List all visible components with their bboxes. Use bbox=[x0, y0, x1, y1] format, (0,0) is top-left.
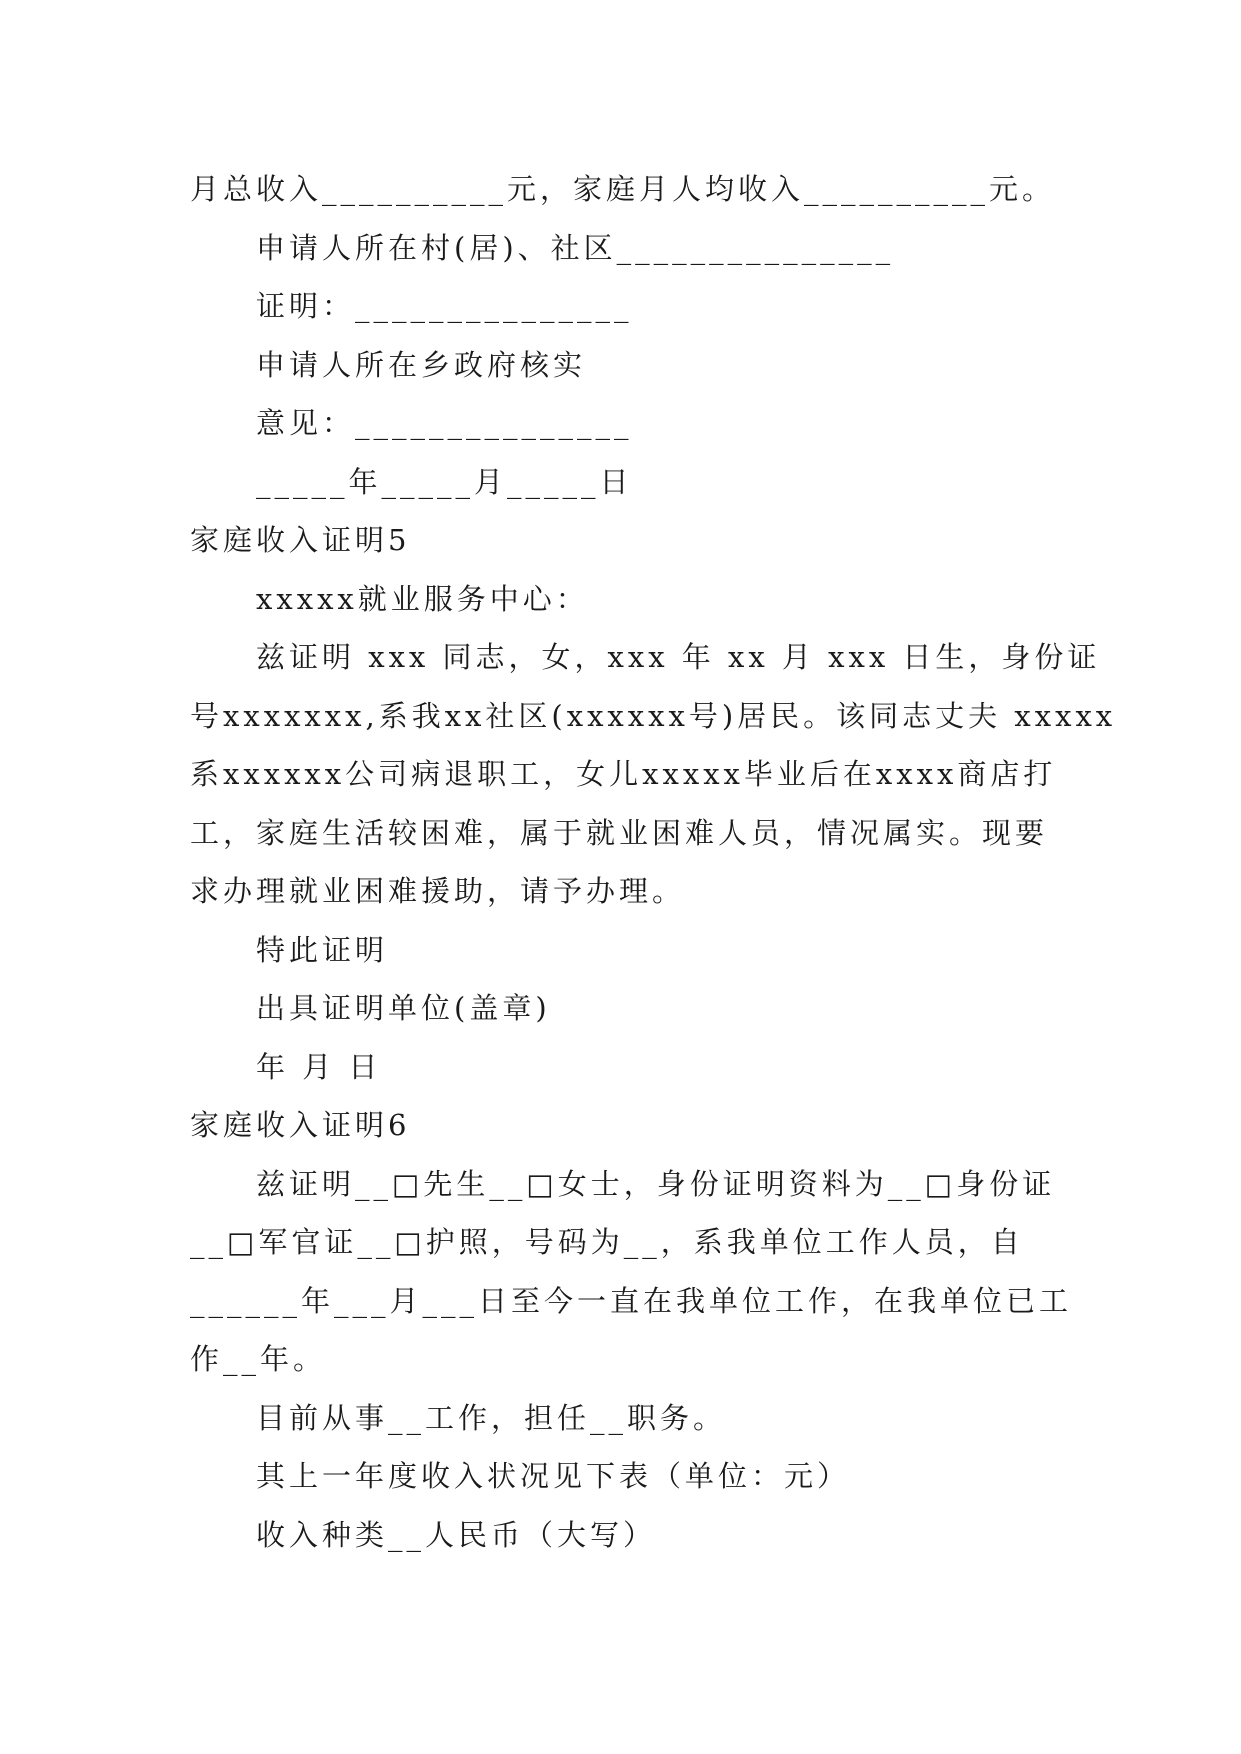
section-6-title: 家庭收入证明6 bbox=[190, 1108, 411, 1142]
document-content bbox=[190, 160, 1117, 1564]
section-5-body-line: 系xxxxxx公司病退职工，女儿xxxxx毕业后在xxxx商店打 bbox=[190, 757, 1057, 791]
section-5-date: 年 月 日 bbox=[256, 1049, 382, 1084]
section-5-body-line: 求办理就业困难援助，请予办理。 bbox=[190, 874, 686, 908]
section-5-addressee: xxxxx就业服务中心： bbox=[256, 581, 589, 616]
village-community-line: 申请人所在村(居)、社区_______________ bbox=[256, 230, 895, 265]
section-6-body-line: 兹证明__□先生__□女士，身份证明资料为__□身份证 bbox=[256, 1166, 1056, 1201]
section-5-body-line: 号xxxxxxx,系我xx社区(xxxxxx号)居民。该同志丈夫 xxxxx bbox=[190, 698, 1117, 733]
section-6-body-line: 作__年。 bbox=[190, 1342, 327, 1376]
section-6-body-line: ______年___月___日至今一直在我单位工作，在我单位已工 bbox=[190, 1283, 1073, 1318]
income-total-line: 月总收入__________元，家庭月人均收入__________元。 bbox=[190, 172, 1056, 206]
section-5-body-line: 工，家庭生活较困难，属于就业困难人员，情况属实。现要 bbox=[190, 815, 1049, 850]
section-5-body-line: 兹证明 xxx 同志，女，xxx 年 xx 月 xxx 日生，身份证 bbox=[256, 640, 1101, 674]
section-5-title: 家庭收入证明5 bbox=[190, 523, 411, 557]
section-5-issuer: 出具证明单位(盖章) bbox=[256, 991, 551, 1025]
opinion-line: 意见：_______________ bbox=[256, 406, 633, 440]
section-6-body-line: __□军官证__□护照，号码为__，系我单位工作人员，自 bbox=[190, 1225, 1024, 1259]
section-5-closing: 特此证明 bbox=[256, 932, 389, 967]
township-verify-line: 申请人所在乡政府核实 bbox=[256, 347, 587, 382]
section-6-position: 目前从事__工作，担任__职务。 bbox=[256, 1400, 727, 1435]
date-fill-line: _____年_____月_____日 bbox=[256, 464, 633, 499]
section-6-income-type: 收入种类__人民币（大写） bbox=[256, 1517, 657, 1552]
proof-line: 证明：_______________ bbox=[256, 289, 633, 323]
section-6-income-note: 其上一年度收入状况见下表（单位：元） bbox=[256, 1459, 851, 1493]
